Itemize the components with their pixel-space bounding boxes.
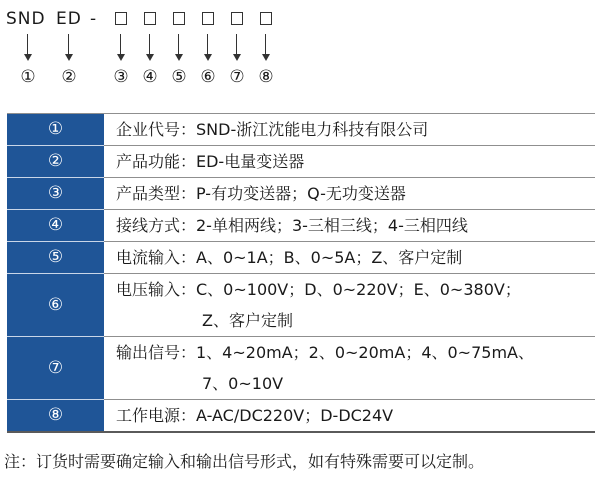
row-index: ⑧ xyxy=(7,400,104,433)
down-arrow-icon xyxy=(24,34,32,62)
description-line: 电压输入：C、0~100V；D、0~220V；E、0~380V； xyxy=(116,280,521,299)
table-row xyxy=(7,400,595,433)
table-row xyxy=(7,114,595,146)
code-slot-box xyxy=(115,12,127,25)
code-slot-box xyxy=(202,12,214,25)
model-code-separator: - xyxy=(90,9,98,29)
row-description xyxy=(104,210,595,242)
description-line: 工作电源：A-AC/DC220V；D-DC24V xyxy=(116,406,394,425)
slot-number: ⑥ xyxy=(200,67,216,87)
description-line: 企业代号：SND-浙江沈能电力科技有限公司 xyxy=(116,120,429,139)
order-note: 注：订货时需要确定输入和输出信号形式，如有特殊需要可以定制。 xyxy=(4,452,485,471)
row-index: ⑥ xyxy=(7,274,104,337)
down-arrow-icon xyxy=(175,34,183,62)
row-description xyxy=(104,337,595,400)
model-code-series: ED xyxy=(56,9,82,29)
slot-number: ① xyxy=(20,67,36,87)
slot-number: ④ xyxy=(142,67,158,87)
code-slot-box xyxy=(260,12,272,25)
row-index: ② xyxy=(7,146,104,178)
row-description xyxy=(104,242,595,274)
table-row xyxy=(7,178,595,210)
row-description xyxy=(104,274,595,337)
down-arrow-icon xyxy=(146,34,154,62)
row-index: ④ xyxy=(7,210,104,242)
row-description xyxy=(104,114,595,146)
down-arrow-icon xyxy=(65,34,73,62)
description-line: 产品类型：P-有功变送器；Q-无功变送器 xyxy=(116,184,406,203)
row-description xyxy=(104,146,595,178)
table-row xyxy=(7,274,595,337)
row-index: ⑤ xyxy=(7,242,104,274)
down-arrow-icon xyxy=(204,34,212,62)
down-arrow-icon xyxy=(233,34,241,62)
description-line: 产品功能：ED-电量变送器 xyxy=(116,152,305,171)
row-index: ③ xyxy=(7,178,104,210)
down-arrow-icon xyxy=(117,34,125,62)
description-line: 7、0~10V xyxy=(202,374,284,393)
table-row xyxy=(7,242,595,274)
table-row xyxy=(7,337,595,400)
description-line: 接线方式：2-单相两线；3-三相三线；4-三相四线 xyxy=(116,216,468,235)
down-arrow-icon xyxy=(262,34,270,62)
code-slot-box xyxy=(144,12,156,25)
slot-number: ⑦ xyxy=(229,67,245,87)
model-code-prefix: SND xyxy=(6,9,46,29)
description-line: Z、客户定制 xyxy=(202,311,293,330)
code-slot-box xyxy=(231,12,243,25)
slot-number: ⑤ xyxy=(171,67,187,87)
row-index: ① xyxy=(7,114,104,146)
row-description xyxy=(104,400,595,433)
slot-number: ② xyxy=(61,67,77,87)
code-slot-box xyxy=(173,12,185,25)
slot-number: ⑧ xyxy=(258,67,274,87)
slot-number: ③ xyxy=(113,67,129,87)
row-description xyxy=(104,178,595,210)
model-code xyxy=(6,8,306,30)
spec-table xyxy=(7,113,595,433)
table-row xyxy=(7,146,595,178)
description-line: 输出信号：1、4~20mA；2、0~20mA；4、0~75mA、 xyxy=(116,343,534,362)
row-index: ⑦ xyxy=(7,337,104,400)
description-line: 电流输入：A、0~1A；B、0~5A；Z、客户定制 xyxy=(116,248,463,267)
table-row xyxy=(7,210,595,242)
